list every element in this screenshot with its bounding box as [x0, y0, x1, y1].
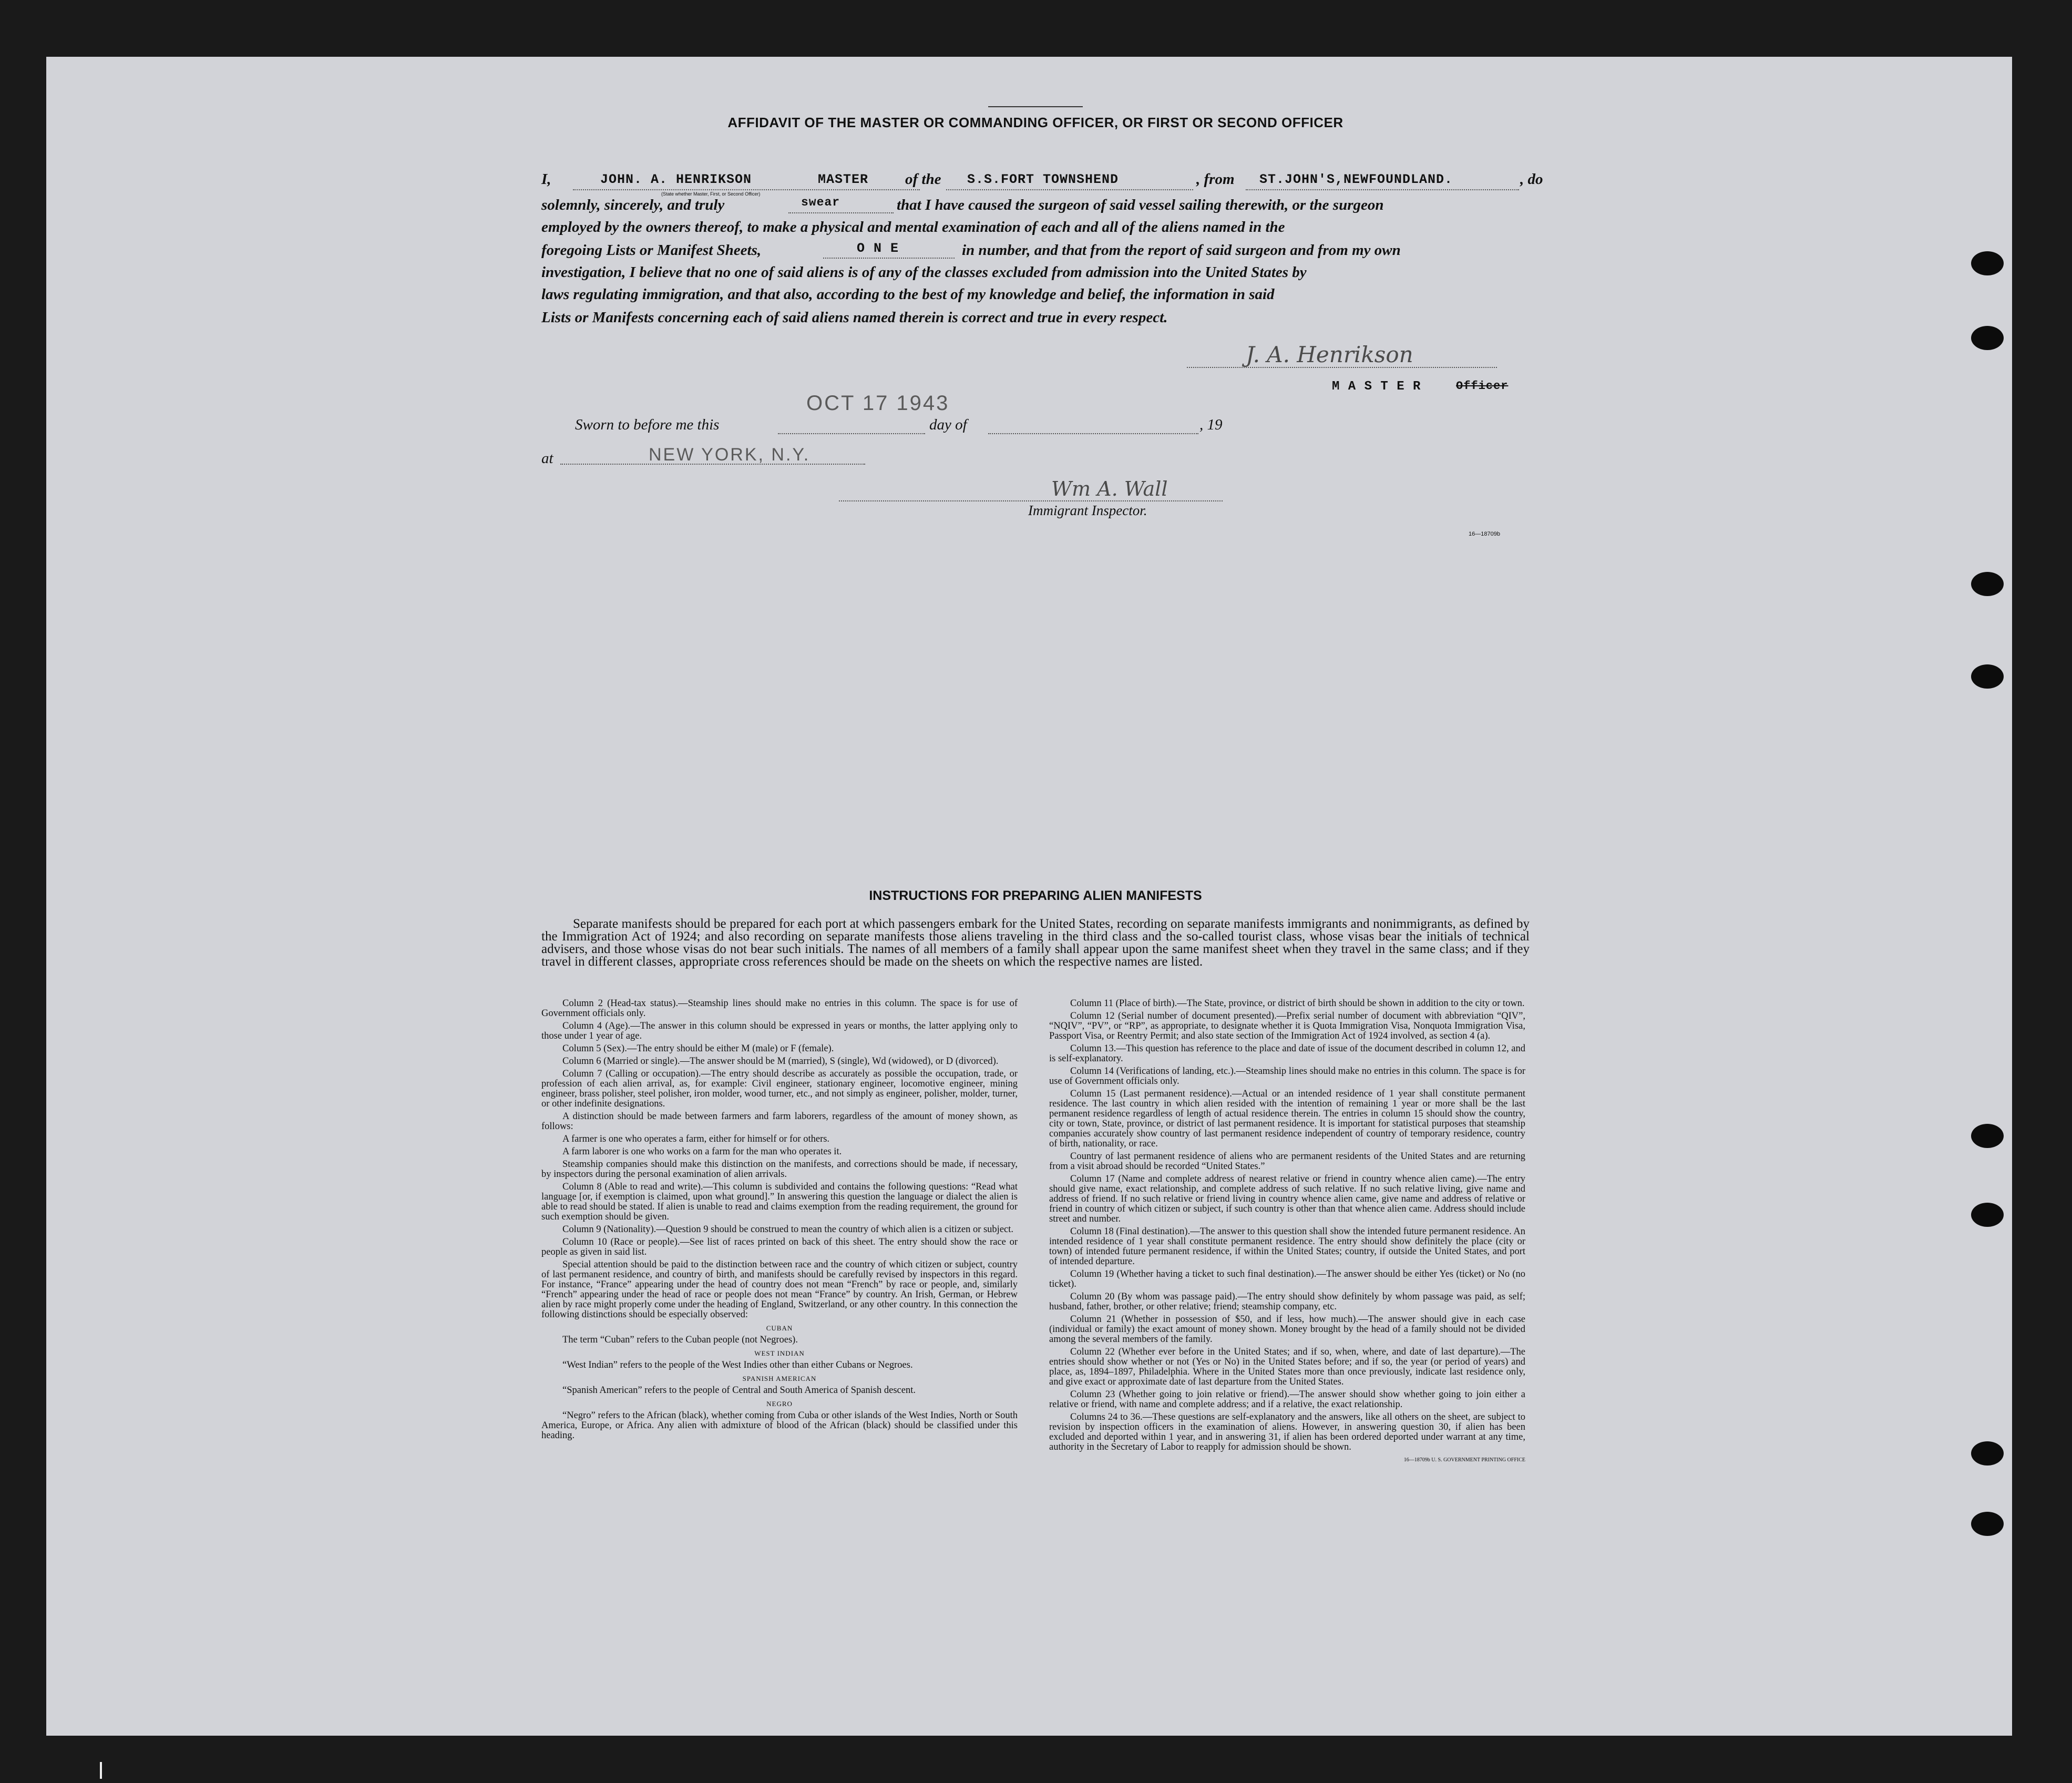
left-paragraph: Column 2 (Head-tax status).—Steamship lines should make no entries in this column. The space is for use of Government officials only. — [541, 998, 1018, 1019]
punch-hole — [1971, 1203, 2004, 1227]
negro-text: “Negro” refers to the African (black), whether coming from Cuba or other islands of the West Indies, North or South America, Europe, or Africa. Any alien with admixture of blood of the African (black) should be classified under this heading. — [541, 1410, 1018, 1441]
left-paragraph: Special attention should be paid to the distinction between race and the country of which citizen or subject, country of last permanent residence, and country of birth, and manifests should be carefully revised by inspectors in this regard. For instance, “France” appearing under the head of country does not mean “French” by race or people, and, similarly “French” appearing under the head of race or people does not mean “France” by country. An Irish, German, or Hebrew alien by race might properly come under the heading of England, Switzerland, or any other country. In this connection the following distinctions should be especially observed: — [541, 1259, 1018, 1320]
punch-hole — [1971, 1441, 2004, 1466]
sheet-count: O N E — [857, 241, 899, 256]
departure-port: ST.JOHN'S,NEWFOUNDLAND. — [1259, 172, 1453, 187]
do-label: , do — [1520, 171, 1543, 188]
cuban-text: The term “Cuban” refers to the Cuban people (not Negroes). — [562, 1335, 798, 1345]
west-indian-text: “West Indian” refers to the people of the West Indies other than either Cubans or Negroes. — [562, 1360, 913, 1370]
affidavit-title: AFFIDAVIT OF THE MASTER OR COMMANDING OFFICER, OR FIRST OR SECOND OFFICER — [727, 115, 1343, 130]
date-stamp: OCT 17 1943 — [806, 392, 950, 415]
left-paragraph: Column 9 (Nationality).—Question 9 should be construed to mean the country of which alien is a citizen or subject. — [562, 1224, 1014, 1235]
day-of-label: day of — [929, 416, 967, 433]
sheet-count-underline — [823, 258, 955, 259]
affidavit-line-3: employed by the owners thereof, to make a physical and mental examination of each and all of the aliens named in the — [541, 219, 1285, 235]
right-paragraph: Column 22 (Whether ever before in the United States; and if so, when, where, and date of last departure).—The entries should show whether or not (Yes or No) in the United States before; and if so, the year (or period of years) and place, as, 1894–1897, Philadelphia. Where in the United States more than once previously, indicate last residence only, and give exact or approximate date of last departure from the United States. — [1049, 1347, 1525, 1387]
of-the-label: of the — [905, 171, 941, 188]
right-paragraph: Column 15 (Last permanent residence).—Actual or an intended residence of 1 year shall constitute permanent residence. The last country in which alien resided with the intention of remaining 1 year or more shall be the last permanent residence regardless of length of actual residence therein. The entries in column 15 should show the country, city or town, State, province, or district of last permanent residence. It is important for statistical purposes that steamship companies accurately show country of last permanent residence independent of country of temporary residence, country of birth, nationality, or race. — [1049, 1089, 1525, 1149]
signature-underline — [1187, 367, 1497, 368]
punch-hole — [1971, 1512, 2004, 1536]
oath-underline — [788, 212, 894, 213]
affidavit-line-4b: in number, and that from the report of said surgeon and from my own — [962, 242, 1401, 259]
officer-name: JOHN. A. HENRIKSON — [600, 172, 752, 187]
left-paragraph: Steamship companies should make this distinction on the manifests, and corrections should be made, if necessary, by inspectors during the personal examination of alien arrivals. — [541, 1159, 1018, 1180]
left-paragraph: A distinction should be made between farmers and farm laborers, regardless of the amount of money shown, as follows: — [541, 1111, 1018, 1132]
instructions-title: INSTRUCTIONS FOR PREPARING ALIEN MANIFESTS — [869, 888, 1202, 903]
left-paragraph: Column 5 (Sex).—The entry should be either M (male) or F (female). — [562, 1043, 834, 1054]
oath-word: swear — [801, 196, 840, 209]
master-signature: J. A. Henrikson — [1246, 342, 1413, 367]
punch-hole — [1971, 664, 2004, 689]
left-paragraph: Column 4 (Age).—The answer in this column should be expressed in years or months, the latter applying only to those under 1 year of age. — [541, 1021, 1018, 1041]
right-paragraph: Column 14 (Verifications of landing, etc.).—Steamship lines should make no entries in this column. The space is for use of Government officials only. — [1049, 1066, 1525, 1087]
left-paragraph: Column 6 (Married or single).—The answer should be M (married), S (single), Wd (widowed), or D (divorced). — [562, 1056, 999, 1067]
port-underline — [1246, 189, 1519, 190]
month-underline — [988, 433, 1198, 434]
form-number: 16—18709b — [1469, 531, 1500, 537]
affidavit-line-1: I, — [541, 171, 551, 188]
cuban-heading: CUBAN — [766, 1324, 793, 1332]
right-paragraph: Column 17 (Name and complete address of nearest relative or friend in country whence alien came).—The entry should give name, exact relationship, and complete address of such relative. If no such relative living, give name and address of friend. If no such relative or friend living in country whence alien came, give name and address of relative or friend in country of which citizen or subject, if such country is other than that whence alien came. Address should include street and number. — [1049, 1174, 1525, 1224]
left-paragraph: Column 8 (Able to read and write).—This column is subdivided and contains the following questions: “Read what language [or, if exemption is claimed, upon what ground].” In answering this question the language or dialect the alien is able to read should be stated. If alien is unable to read and claims exemption from the reading requirement, the ground for such exemption should be given. — [541, 1182, 1018, 1222]
right-paragraph: Column 18 (Final destination).—The answer to this question shall show the intended future permanent residence. An intended residence of 1 year shall constitute permanent residence. The entry should show definitely the place (city or town) of intended future permanent residence, if within the United States; country, if outside the United States, and port of intended departure. — [1049, 1226, 1525, 1267]
west-indian-heading: WEST INDIAN — [754, 1349, 805, 1357]
sworn-label: Sworn to before me this — [575, 416, 720, 433]
instructions-intro: Separate manifests should be prepared for each port at which passengers embark for the United States, recording on separate manifests immigrants and nonimmigrants, as defined by the Immigration Act of 1924; and also recording on separate manifests those aliens traveling in the third class and the so-called tourist class, whose visas bear the initials of technical advisers, and those whose visas do not bear such initials. The names of all members of a family shall appear upon the same manifest sheet when they travel in the same class; and if they travel in different classes, appropriate cross references should be made on the sheets on which the respective names are listed. — [541, 917, 1530, 969]
signer-title: M A S T E R — [1332, 380, 1421, 394]
left-paragraph: Column 10 (Race or people).—See list of races printed on back of this sheet. The entry should show the race or people as given in said list. — [541, 1237, 1018, 1257]
right-paragraph: Column 12 (Serial number of document presented).—Prefix serial number of document with abbreviation “QIV”, “NQIV”, “PV”, or “RP”, as appropriate, to designate whether it is Quota Immigration Visa, Nonquota Immigration Visa, Passport Visa, or Reentry Permit; and also state section of the Immigration Act of 1924 involved, as section 4 (a). — [1049, 1011, 1525, 1041]
affidavit-line-2a: solemnly, sincerely, and truly — [541, 197, 725, 213]
year-label: , 19 — [1199, 416, 1223, 433]
place-stamp: NEW YORK, N.Y. — [649, 445, 811, 465]
inspector-underline — [839, 500, 1223, 501]
title-rule — [988, 106, 1083, 107]
left-paragraph: A farm laborer is one who works on a farm for the man who operates it. — [562, 1146, 842, 1157]
officer-rank: MASTER — [818, 172, 869, 187]
from-label: , from — [1196, 171, 1235, 188]
right-paragraph: Column 20 (By whom was passage paid).—The entry should show definitely by whom passage was paid, as self; husband, father, brother, or other relative; friend; steamship company, etc. — [1049, 1292, 1525, 1312]
spanish-american-heading: SPANISH AMERICAN — [742, 1375, 817, 1382]
affidavit-line-7: Lists or Manifests concerning each of said aliens named therein is correct and true in every respect. — [541, 309, 1168, 326]
left-paragraph: Column 7 (Calling or occupation).—The entry should describe as accurately as possible the occupation, trade, or profession of each alien arrival, as, for example: Civil engineer, stationary engineer, locomotive engineer, mining engineer, brass polisher, steel polisher, iron molder, wood turner, etc., and not simply as engineer, polisher, molder, turner, or other indefinite designations. — [541, 1069, 1018, 1109]
affidavit-line-4a: foregoing Lists or Manifest Sheets, — [541, 242, 762, 259]
printing-office-footer: 16—18709b U. S. GOVERNMENT PRINTING OFFICE — [1403, 1457, 1525, 1463]
right-paragraph: Column 11 (Place of birth).—The State, province, or district of birth should be shown in addition to the city or town. — [1070, 998, 1525, 1009]
spanish-american-text: “Spanish American” refers to the people of Central and South America of Spanish descent. — [562, 1385, 916, 1396]
right-paragraph: Column 23 (Whether going to join relative or friend).—The answer should show whether going to join either a relative or friend, with name and complete address; and if a relative, the exact relationship. — [1049, 1389, 1525, 1410]
right-paragraph: Columns 24 to 36.—These questions are self-explanatory and the answers, like all others on the sheet, are subject to revision by inspection officers in the examination of aliens. However, in answering question 30, if alien has been excluded and deported within 1 year, and in answering 31, if alien has been ordered deported under warrant at any time, authority in the Secretary of Labor to reapply for admission should be shown. — [1049, 1412, 1525, 1452]
punch-hole — [1971, 326, 2004, 350]
punch-hole — [1971, 1124, 2004, 1148]
punch-hole — [1971, 572, 2004, 596]
affidavit-line-5: investigation, I believe that no one of said aliens is of any of the classes excluded from admission into the United States by — [541, 264, 1307, 281]
affidavit-line-6: laws regulating immigration, and that also, according to the best of my knowledge and belief, the information in said — [541, 286, 1275, 303]
vessel-underline — [946, 189, 1193, 190]
struck-officer: Officer — [1456, 380, 1509, 393]
right-paragraph: Column 13.—This question has reference to the place and date of issue of the document described in column 12, and is self-explanatory. — [1049, 1043, 1525, 1064]
affidavit-line-2b: that I have caused the surgeon of said vessel sailing therewith, or the surgeon — [897, 197, 1384, 213]
place-underline — [560, 464, 865, 465]
left-paragraph: A farmer is one who operates a farm, either for himself or for others. — [562, 1134, 830, 1144]
punch-hole — [1971, 251, 2004, 275]
instructions-right-column — [1049, 999, 1525, 1465]
vessel-name: S.S.FORT TOWNSHEND — [967, 172, 1119, 187]
at-label: at — [541, 450, 553, 467]
instructions-left-column — [541, 999, 1018, 1443]
scan-mark — [100, 1762, 102, 1779]
name-underline — [573, 189, 920, 190]
sworn-date-underline — [778, 433, 925, 434]
rank-note: (State whether Master, First, or Second Officer) — [661, 191, 761, 197]
inspector-title: Immigrant Inspector. — [1028, 503, 1147, 518]
inspector-signature: Wm A. Wall — [1051, 477, 1168, 500]
right-paragraph: Column 19 (Whether having a ticket to such final destination).—The answer should be either Yes (ticket) or No (no ticket). — [1049, 1269, 1525, 1289]
right-paragraph: Country of last permanent residence of aliens who are permanent residents of the United States and are returning from a visit abroad should be recorded “United States.” — [1049, 1151, 1525, 1172]
right-paragraph: Column 21 (Whether in possession of $50, and if less, how much).—The answer should give in each case (individual or family) the exact amount of money shown. Money brought by the head of a family should not be divided among the several members of the family. — [1049, 1314, 1525, 1345]
negro-heading: NEGRO — [766, 1400, 793, 1408]
